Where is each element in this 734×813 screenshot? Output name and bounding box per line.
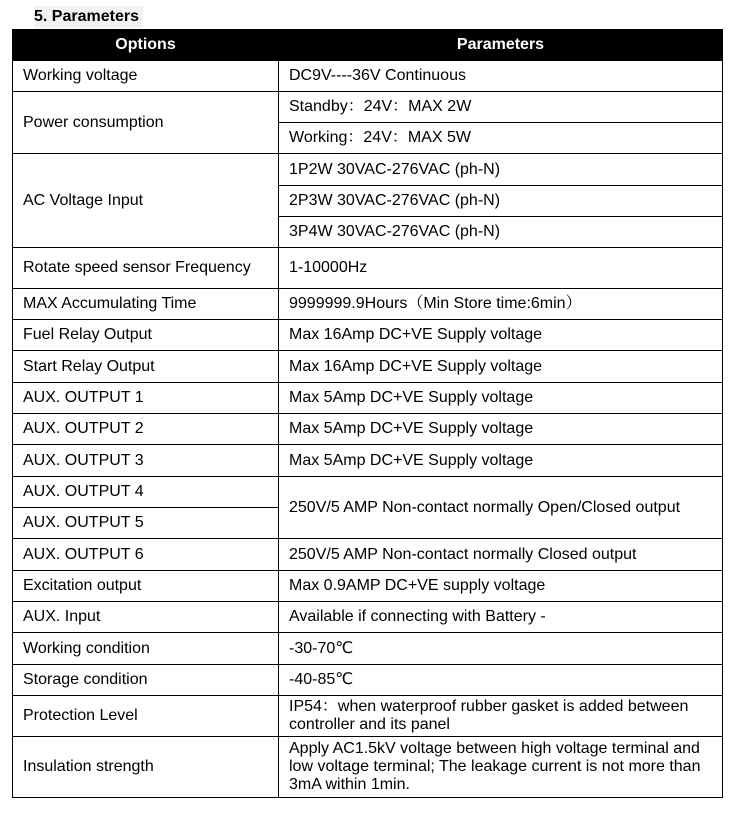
table-row — [13, 351, 723, 383]
value-cell: Max 5Amp DC+VE Supply voltage — [279, 383, 723, 414]
section-heading: 5. Parameters — [34, 6, 143, 28]
option-cell: Excitation output — [13, 571, 279, 602]
table-row — [13, 154, 723, 186]
value-cell: 9999999.9Hours（Min Store time:6min） — [279, 289, 723, 320]
option-cell: AC Voltage Input — [13, 154, 279, 248]
option-cell: Working voltage — [13, 61, 279, 92]
table-row — [13, 633, 723, 665]
value-cell: 3P4W 30VAC-276VAC (ph-N) — [279, 217, 723, 248]
value-cell: Max 5Amp DC+VE Supply voltage — [279, 414, 723, 445]
value-cell: Max 0.9AMP DC+VE supply voltage — [279, 571, 723, 602]
value-cell: 1-10000Hz — [279, 248, 723, 289]
option-cell: Rotate speed sensor Frequency — [13, 248, 279, 289]
table-row — [13, 602, 723, 633]
table-row — [13, 477, 723, 508]
value-cell: IP54：when waterproof rubber gasket is added between controller and its panel — [279, 696, 723, 737]
parameters-table — [12, 29, 723, 798]
option-cell: AUX. OUTPUT 5 — [13, 508, 279, 539]
option-cell: AUX. OUTPUT 6 — [13, 539, 279, 571]
option-cell: Fuel Relay Output — [13, 320, 279, 351]
value-cell: Apply AC1.5kV voltage between high voltage terminal and low voltage terminal; The leakage current is not more than 3mA within 1min. — [279, 737, 723, 798]
option-cell: AUX. OUTPUT 2 — [13, 414, 279, 445]
option-cell: Power consumption — [13, 92, 279, 154]
value-cell: 2P3W 30VAC-276VAC (ph-N) — [279, 186, 723, 217]
value-cell: -40-85℃ — [279, 665, 723, 696]
table-header-row — [13, 30, 723, 61]
table-row — [13, 737, 723, 798]
table-row — [13, 289, 723, 320]
value-cell: Available if connecting with Battery - — [279, 602, 723, 633]
option-cell: Protection Level — [13, 696, 279, 737]
option-cell: AUX. OUTPUT 4 — [13, 477, 279, 508]
value-cell: 250V/5 AMP Non-contact normally Closed output — [279, 539, 723, 571]
header-options: Options — [13, 30, 279, 61]
option-cell: Storage condition — [13, 665, 279, 696]
option-cell: MAX Accumulating Time — [13, 289, 279, 320]
table-row — [13, 445, 723, 477]
value-cell: DC9V----36V Continuous — [279, 61, 723, 92]
value-cell: -30-70℃ — [279, 633, 723, 665]
value-cell: Max 16Amp DC+VE Supply voltage — [279, 351, 723, 383]
option-cell: AUX. OUTPUT 1 — [13, 383, 279, 414]
table-row — [13, 571, 723, 602]
table-row — [13, 696, 723, 737]
table-row — [13, 61, 723, 92]
value-cell: 250V/5 AMP Non-contact normally Open/Closed output — [279, 477, 723, 539]
header-parameters: Parameters — [279, 30, 723, 61]
table-row — [13, 383, 723, 414]
option-cell: AUX. OUTPUT 3 — [13, 445, 279, 477]
table-row — [13, 665, 723, 696]
value-cell: 1P2W 30VAC-276VAC (ph-N) — [279, 154, 723, 186]
table-row — [13, 248, 723, 289]
option-cell: Insulation strength — [13, 737, 279, 798]
value-cell: Standby：24V：MAX 2W — [279, 92, 723, 123]
table-row — [13, 92, 723, 123]
value-cell: Working：24V：MAX 5W — [279, 123, 723, 154]
value-cell: Max 5Amp DC+VE Supply voltage — [279, 445, 723, 477]
option-cell: Start Relay Output — [13, 351, 279, 383]
option-cell: Working condition — [13, 633, 279, 665]
table-row — [13, 414, 723, 445]
option-cell: AUX. Input — [13, 602, 279, 633]
value-cell: Max 16Amp DC+VE Supply voltage — [279, 320, 723, 351]
table-row — [13, 539, 723, 571]
table-row — [13, 320, 723, 351]
